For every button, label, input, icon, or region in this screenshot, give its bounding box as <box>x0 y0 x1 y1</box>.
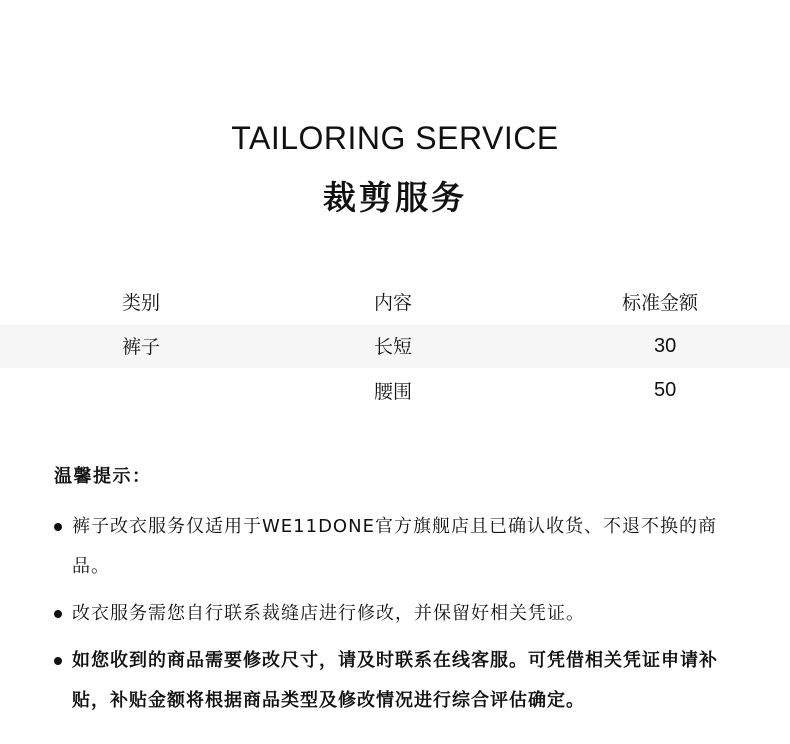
table-cell-category: 裤子 <box>122 336 161 358</box>
column-header-price: 标准金额 <box>622 292 699 314</box>
tip-text: 如您收到的商品需要修改尺寸，请及时联系在线客服。可凭借相关凭证申请补贴，补贴金额将根据商品类型及修改情况进行综合评估确定。 <box>72 650 718 711</box>
table-cell-content: 腰围 <box>374 381 413 403</box>
bullet-icon <box>54 657 62 665</box>
bullet-icon <box>54 610 62 618</box>
table-cell-content: 长短 <box>374 336 413 358</box>
page-title-en: TAILORING SERVICE <box>231 120 559 156</box>
tip-item <box>54 507 744 587</box>
tip-item <box>54 594 744 634</box>
column-header-content: 内容 <box>374 292 413 314</box>
column-header-category: 类别 <box>122 292 161 314</box>
tip-text: 改衣服务需您自行联系裁缝店进行修改，并保留好相关凭证。 <box>72 603 585 624</box>
bullet-icon <box>54 523 62 531</box>
table-cell-price: 30 <box>654 335 677 357</box>
tip-text: 裤子改衣服务仅适用于WE11DONE官方旗舰店且已确认收货、不退不换的商品。 <box>72 516 717 577</box>
tip-item <box>54 641 744 721</box>
table-cell-price: 50 <box>654 379 677 401</box>
page-title-zh: 裁剪服务 <box>323 178 467 217</box>
tips-title: 温馨提示： <box>54 466 152 487</box>
